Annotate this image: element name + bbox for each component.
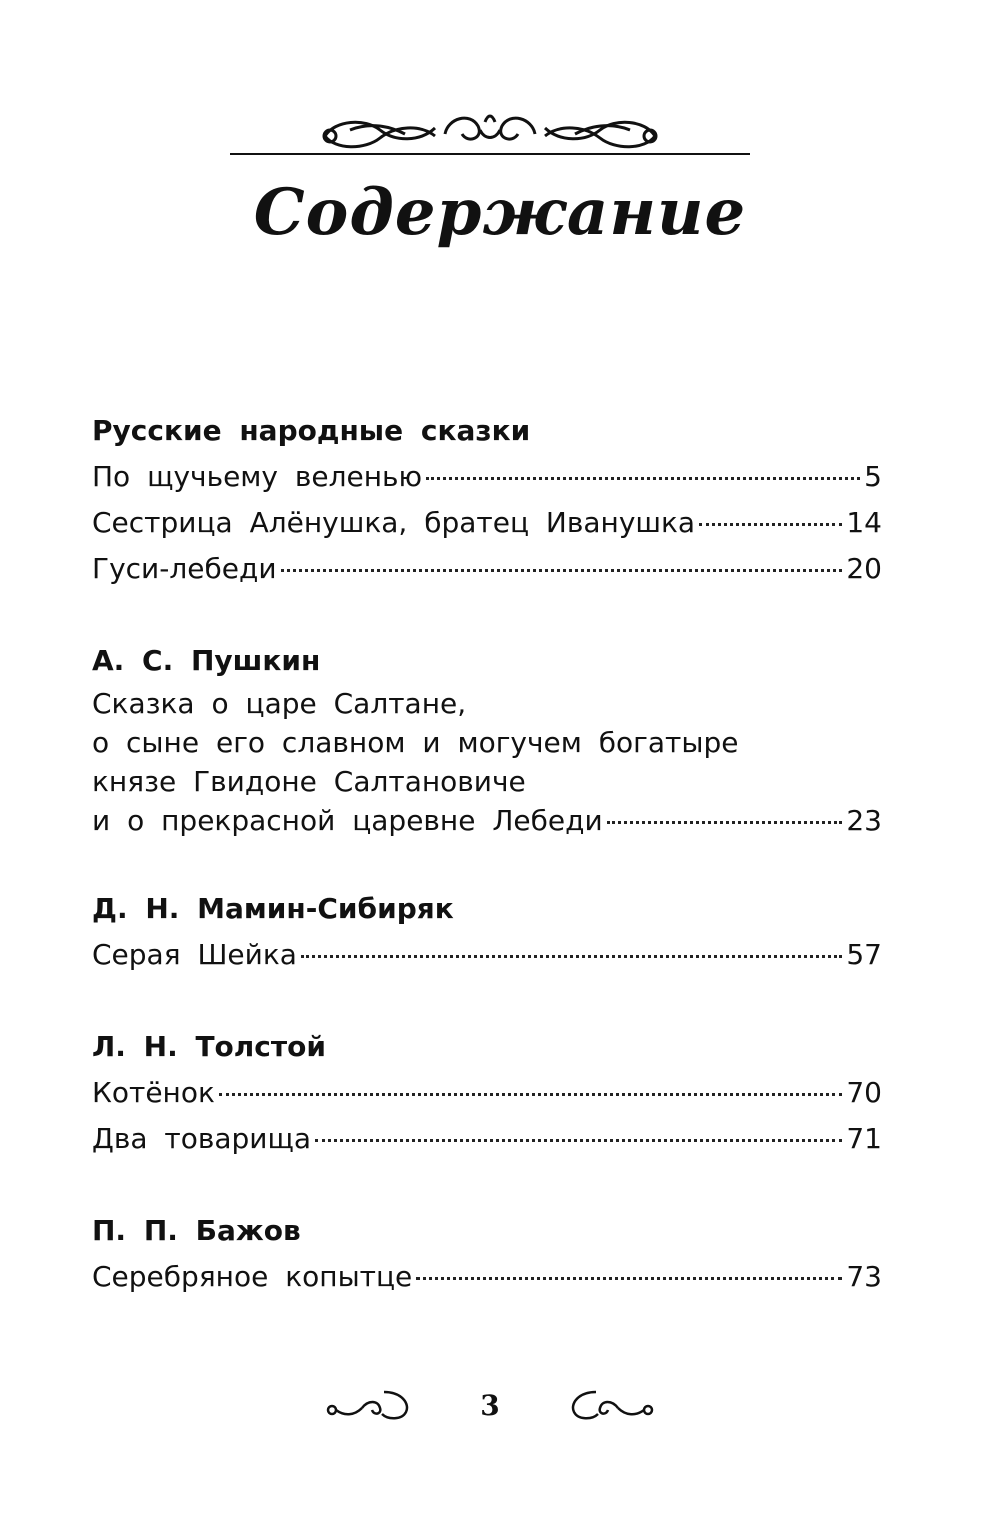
- entry-title: Серая Шейка: [92, 938, 297, 971]
- dot-leader: [281, 569, 843, 572]
- entry-title-line: князе Гвидоне Салтановиче: [92, 765, 526, 798]
- entry-page-number: 70: [846, 1076, 882, 1109]
- entry-page-number: 71: [846, 1122, 882, 1155]
- dot-leader: [219, 1093, 842, 1096]
- toc-entry[interactable]: [92, 932, 882, 978]
- toc-entry[interactable]: [92, 546, 882, 592]
- toc-section-folk-tales: [92, 408, 882, 592]
- dot-leader: [315, 1139, 842, 1142]
- entry-page-number: 23: [846, 804, 882, 837]
- dot-leader: [699, 523, 842, 526]
- entry-title: Серебряное копытце: [92, 1260, 413, 1293]
- toc-section-pushkin: [92, 638, 882, 840]
- entry-title: Сестрица Алёнушка, братец Иванушка: [92, 506, 696, 539]
- toc-section-bazhov: [92, 1208, 882, 1300]
- toc-entry-last-line: [92, 801, 882, 840]
- dot-leader: [416, 1277, 842, 1280]
- toc-section-tolstoy: [92, 1024, 882, 1162]
- entry-title-line: о сыне его славном и могучем богатыре: [92, 726, 739, 759]
- section-heading: А. С. Пушкин: [92, 644, 321, 677]
- dot-leader: [301, 955, 842, 958]
- section-heading: П. П. Бажов: [92, 1214, 301, 1247]
- section-spacer: [92, 978, 882, 1024]
- section-spacer: [92, 592, 882, 638]
- entry-title: Два товарища: [92, 1122, 312, 1155]
- entry-page-number: 57: [846, 938, 882, 971]
- section-heading: Русские народные сказки: [92, 414, 531, 447]
- flourish-ornament-icon: [230, 100, 750, 160]
- entry-page-number: 20: [846, 552, 882, 585]
- toc-entry-multiline[interactable]: [92, 684, 882, 840]
- entry-title: По щучьему веленью: [92, 460, 423, 493]
- toc-entry[interactable]: [92, 1070, 882, 1116]
- dot-leader: [607, 821, 843, 824]
- toc-entry[interactable]: [92, 1116, 882, 1162]
- section-spacer: [92, 1162, 882, 1208]
- entry-title-line: и о прекрасной царевне Лебеди: [92, 804, 603, 837]
- entry-page-number: 5: [864, 460, 882, 493]
- toc-section-mamin-sibiryak: [92, 886, 882, 978]
- section-spacer: [92, 840, 882, 886]
- toc-entry[interactable]: [92, 500, 882, 546]
- entry-title: Гуси-лебеди: [92, 552, 277, 585]
- entry-page-number: 73: [846, 1260, 882, 1293]
- section-heading: Д. Н. Мамин-Сибиряк: [92, 892, 454, 925]
- entry-page-number: 14: [846, 506, 882, 539]
- entry-title: Котёнок: [92, 1076, 215, 1109]
- table-of-contents: [92, 408, 882, 1300]
- page-title: Содержание: [253, 175, 747, 250]
- page-number: 3: [480, 1389, 500, 1422]
- toc-entry[interactable]: [92, 454, 882, 500]
- section-heading: Л. Н. Толстой: [92, 1030, 326, 1063]
- dot-leader: [426, 477, 860, 480]
- page-footer: [320, 1378, 660, 1434]
- swirl-right-icon: [566, 1384, 656, 1424]
- toc-entry[interactable]: [92, 1254, 882, 1300]
- entry-title-line: Сказка о царе Салтане,: [92, 687, 467, 720]
